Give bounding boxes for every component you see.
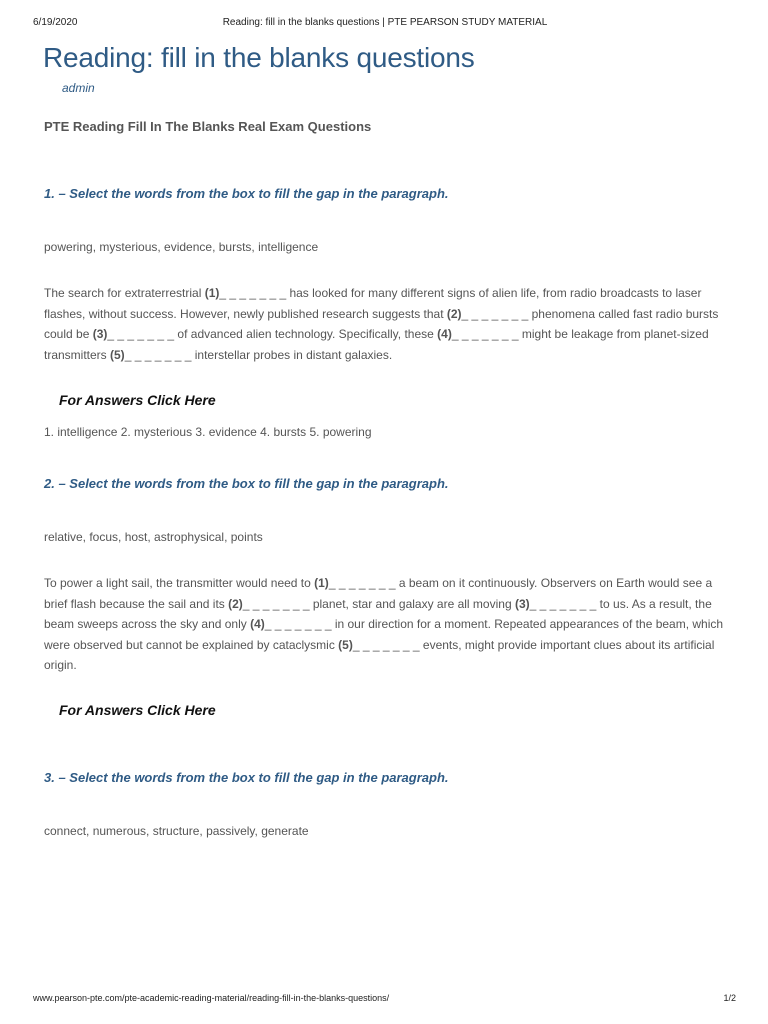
question-3-heading: 3. – Select the words from the box to fill the gap in the paragraph. — [44, 770, 449, 785]
blank-number: (2) — [228, 596, 243, 611]
blank-number: (5) — [338, 637, 353, 652]
print-date: 6/19/2020 — [33, 17, 78, 28]
blank-number: (1) — [314, 576, 329, 590]
blank-number: (2) — [446, 306, 462, 321]
question-1-passage: The search for extraterrestrial (1)_ _ _ _ _ _ _ has looked for many different signs of alien life, from radio broadcasts to laser flashes, without success. However, newly published research suggests that (2)_ _ _ _ _ _ _ phenomena called fast radio bursts could be (3)_ _ _ _ _ _ _ of advanced alien technology. Specifically, these (4)_ _ _ _ _ _ _ might be leakage from planet-sized transmitters (5)_ _ _ _ _ _ _ interstellar probes in distant galaxies. — [44, 286, 719, 362]
article-subtitle: PTE Reading Fill In The Blanks Real Exam Questions — [44, 119, 372, 134]
question-1-answers: 1. intelligence 2. mysterious 3. evidence 4. bursts 5. powering — [44, 425, 372, 439]
blank-number: (1) — [204, 286, 220, 300]
blank-number: (3) — [92, 327, 108, 341]
blank-number: (3) — [514, 596, 530, 611]
print-footer — [33, 993, 736, 1007]
question-2-heading: 2. – Select the words from the box to fill the gap in the paragraph. — [44, 476, 449, 491]
question-2-passage: To power a light sail, the transmitter would need to (1)_ _ _ _ _ _ _ a beam on it continuously. Observers on Earth would see a brief flash because the sail and its (2)_ _ _ _ _ _ _ planet, star and galaxy are all moving (3)_ _ _ _ _ _ _ to us. As a result, the beam sweeps across the sky and only (4)_ _ _ _ _ _ _ in our direction for a moment. Repeated appearances of the beam, which were observed but cannot be explained by cataclysmic (5)_ _ _ _ _ _ _ events, might provide important clues about its artificial origin. — [44, 576, 724, 672]
blank-number: (4) — [437, 327, 452, 341]
question-1-heading: 1. – Select the words from the box to fill the gap in the paragraph. — [44, 186, 449, 201]
author-link[interactable]: admin — [62, 81, 95, 95]
question-3-word-box: connect, numerous, structure, passively, generate — [44, 824, 309, 838]
print-page-number: 1/2 — [723, 993, 736, 1003]
question-2-word-box: relative, focus, host, astrophysical, points — [44, 530, 263, 544]
question-2-answers-link[interactable]: For Answers Click Here — [59, 702, 216, 718]
page-title: Reading: fill in the blanks questions — [43, 42, 475, 73]
blank-number: (5) — [110, 347, 125, 362]
question-1-word-box: powering, mysterious, evidence, bursts, intelligence — [44, 240, 319, 254]
print-url: www.pearson-pte.com/pte-academic-reading-material/reading-fill-in-the-blanks-questions/ — [33, 993, 390, 1003]
print-doc-title: Reading: fill in the blanks questions | PTE PEARSON STUDY MATERIAL — [222, 17, 548, 28]
blank-number: (4) — [250, 617, 265, 631]
print-header — [33, 17, 737, 31]
question-1-answers-link[interactable]: For Answers Click Here — [59, 392, 216, 408]
